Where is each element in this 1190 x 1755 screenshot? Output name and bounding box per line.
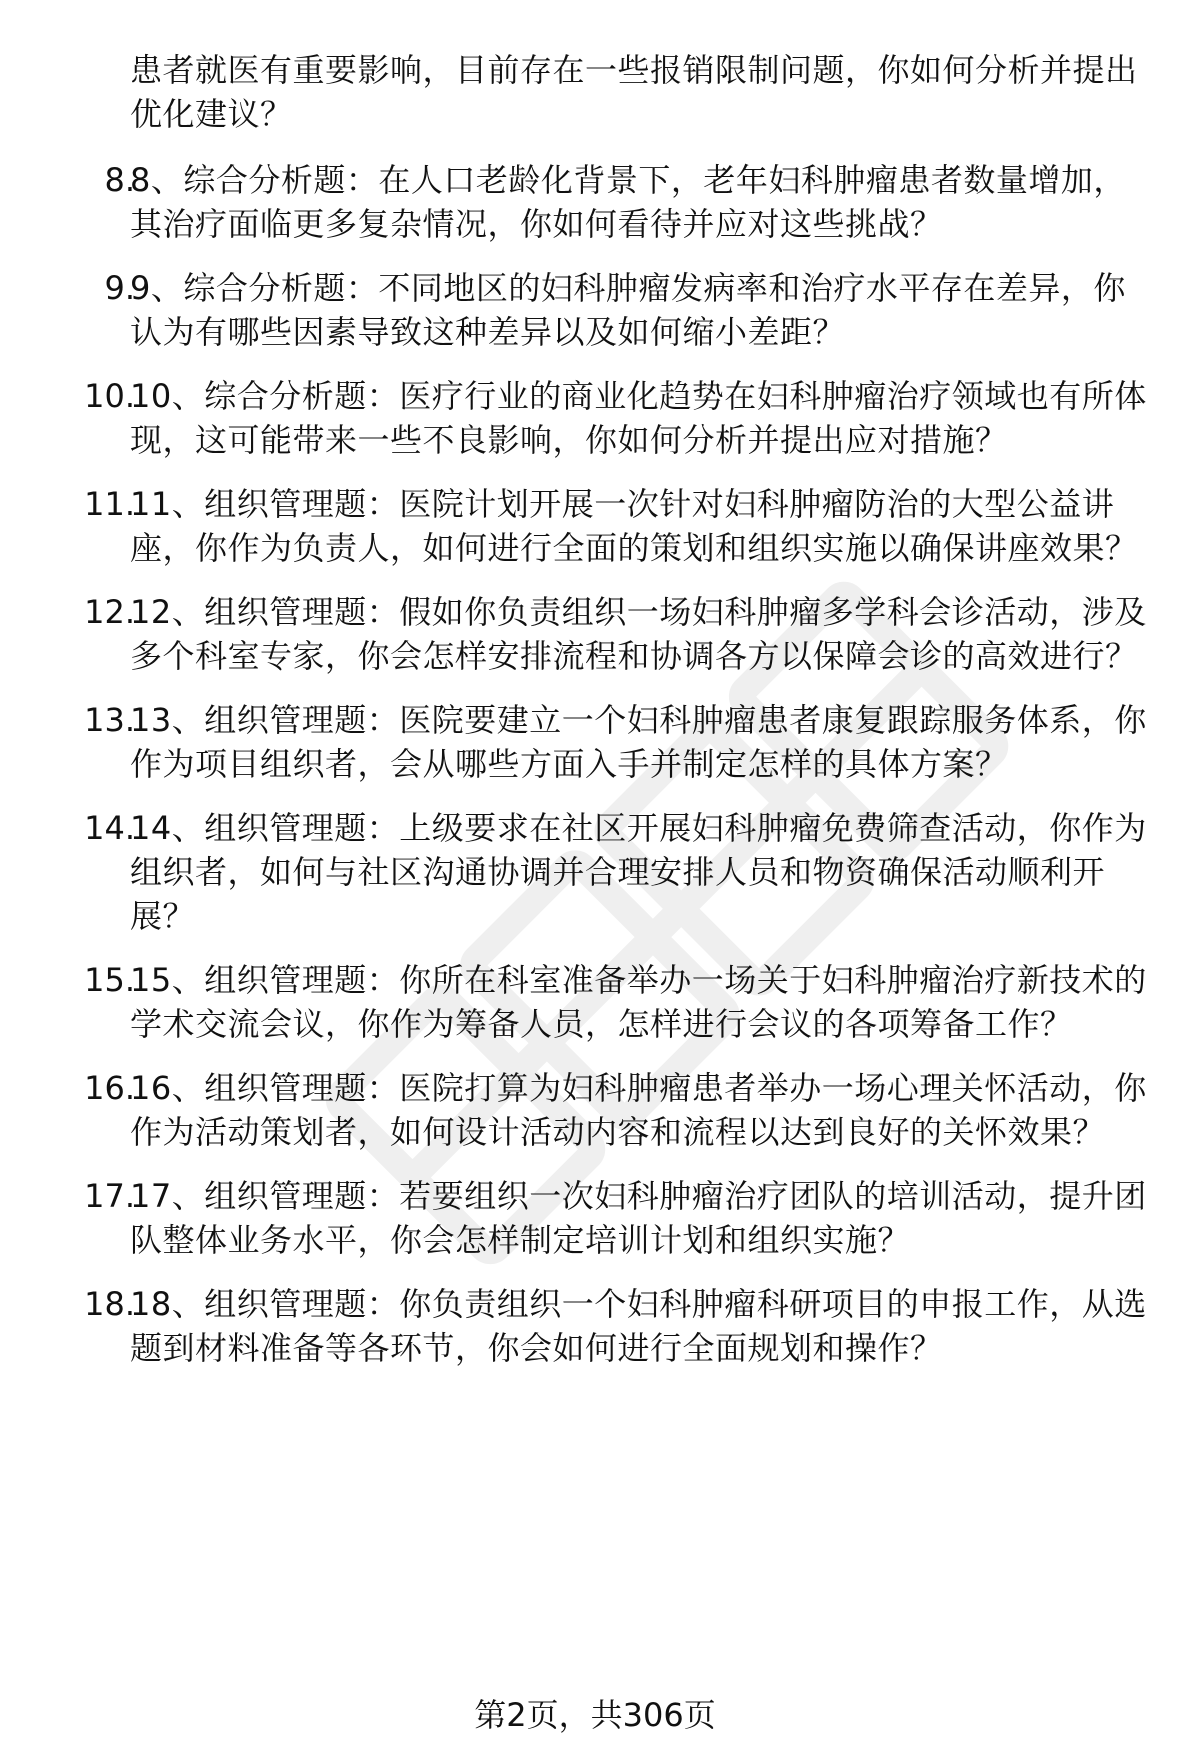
- question-text: 12、组织管理题：假如你负责组织一场妇科肿瘤多学科会诊活动，涉及多个科室专家，你会怎样安排流程和协调各方以保障会诊的高效进行？: [130, 593, 1147, 675]
- question-text: 17、组织管理题：若要组织一次妇科肿瘤治疗团队的培训活动，提升团队整体业务水平，你会怎样制定培训计划和组织实施？: [130, 1177, 1147, 1259]
- question-text: 8、综合分析题：在人口老龄化背景下，老年妇科肿瘤患者数量增加，其治疗面临更多复杂情况，你如何看待并应对这些挑战？: [130, 161, 1126, 243]
- question-item-16: [0, 1066, 1190, 1154]
- question-number: 17.: [84, 1177, 135, 1215]
- question-text: 15、组织管理题：你所在科室准备举办一场关于妇科肿瘤治疗新技术的学术交流会议，你作为筹备人员，怎样进行会议的各项筹备工作？: [130, 961, 1147, 1043]
- question-item-8: [0, 158, 1190, 246]
- question-text: 11、组织管理题：医院计划开展一次针对妇科肿瘤防治的大型公益讲座，你作为负责人，如何进行全面的策划和组织实施以确保讲座效果？: [130, 485, 1138, 567]
- question-number: 16.: [84, 1069, 135, 1107]
- question-item-9: [0, 266, 1190, 354]
- question-text: 18、组织管理题：你负责组织一个妇科肿瘤科研项目的申报工作，从选题到材料准备等各环节，你会如何进行全面规划和操作？: [130, 1285, 1147, 1367]
- question-text: 10、综合分析题：医疗行业的商业化趋势在妇科肿瘤治疗领域也有所体现，这可能带来一些不良影响，你如何分析并提出应对措施？: [130, 377, 1147, 459]
- question-number: 12.: [84, 593, 135, 631]
- question-continuation-text: 患者就医有重要影响，目前存在一些报销限制问题，你如何分析并提出优化建议？: [130, 51, 1138, 133]
- question-number: 15.: [84, 961, 135, 999]
- question-item-13: [0, 698, 1190, 786]
- question-number: 18.: [84, 1285, 135, 1323]
- question-number: 10.: [84, 377, 135, 415]
- page-footer: 第2页，共306页: [474, 1696, 716, 1734]
- question-text: 16、组织管理题：医院打算为妇科肿瘤患者举办一场心理关怀活动，你作为活动策划者，如何设计活动内容和流程以达到良好的关怀效果？: [130, 1069, 1147, 1151]
- question-item-11: [0, 482, 1190, 570]
- question-item-12: [0, 590, 1190, 678]
- question-item-18: [0, 1282, 1190, 1370]
- question-text: 13、组织管理题：医院要建立一个妇科肿瘤患者康复跟踪服务体系，你作为项目组织者，会从哪些方面入手并制定怎样的具体方案？: [130, 701, 1147, 783]
- question-number: 13.: [84, 701, 135, 739]
- question-number: 11.: [84, 485, 135, 523]
- question-continuation: [0, 48, 1190, 136]
- question-text: 14、组织管理题：上级要求在社区开展妇科肿瘤免费筛查活动，你作为组织者，如何与社区沟通协调并合理安排人员和物资确保活动顺利开展？: [130, 809, 1147, 935]
- question-number: 8.: [104, 161, 135, 199]
- question-list: [0, 48, 1190, 1390]
- question-item-14: [0, 806, 1190, 938]
- question-text: 9、综合分析题：不同地区的妇科肿瘤发病率和治疗水平存在差异，你认为有哪些因素导致这种差异以及如何缩小差距？: [130, 269, 1126, 351]
- question-number: 14.: [84, 809, 135, 847]
- question-item-17: [0, 1174, 1190, 1262]
- question-item-15: [0, 958, 1190, 1046]
- question-number: 9.: [104, 269, 135, 307]
- question-item-10: [0, 374, 1190, 462]
